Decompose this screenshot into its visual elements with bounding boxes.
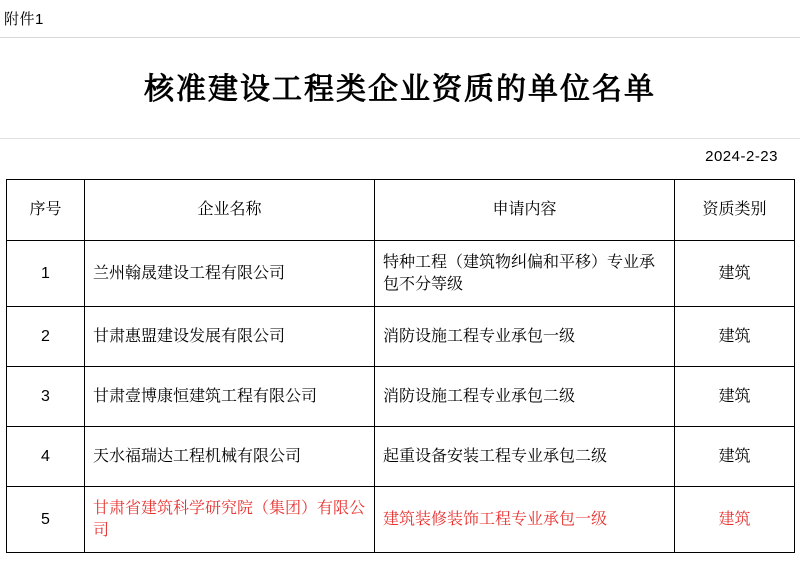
table-row [7,307,795,367]
cell-company-name: 甘肃省建筑科学研究院（集团）有限公司 [85,487,375,553]
header-divider [0,37,800,38]
cell-application-content: 消防设施工程专业承包一级 [375,307,675,367]
attachment-label: 附件1 [4,11,44,28]
cell-company-name: 天水福瑞达工程机械有限公司 [85,427,375,487]
table-row [7,487,795,553]
column-header-index: 序号 [7,180,85,241]
table-row [7,427,795,487]
cell-qualification-type: 建筑 [675,241,795,307]
table-header-row [7,180,795,241]
cell-index: 4 [7,427,85,487]
cell-index: 3 [7,367,85,427]
cell-qualification-type: 建筑 [675,367,795,427]
table-row [7,241,795,307]
cell-company-name: 兰州翰晟建设工程有限公司 [85,241,375,307]
document-date: 2024-2-23 [705,148,778,165]
cell-qualification-type: 建筑 [675,307,795,367]
cell-application-content: 起重设备安装工程专业承包二级 [375,427,675,487]
cell-qualification-type: 建筑 [675,487,795,553]
cell-company-name: 甘肃壹博康恒建筑工程有限公司 [85,367,375,427]
qualification-table [6,179,795,553]
column-header-application-content: 申请内容 [375,180,675,241]
cell-qualification-type: 建筑 [675,427,795,487]
column-header-qualification-type: 资质类别 [675,180,795,241]
table-container [0,179,800,553]
cell-index: 5 [7,487,85,553]
cell-company-name: 甘肃惠盟建设发展有限公司 [85,307,375,367]
column-header-company-name: 企业名称 [85,180,375,241]
cell-index: 1 [7,241,85,307]
page-title: 核准建设工程类企业资质的单位名单 [144,73,656,106]
cell-index: 2 [7,307,85,367]
cell-application-content: 消防设施工程专业承包二级 [375,367,675,427]
cell-application-content: 建筑装修装饰工程专业承包一级 [375,487,675,553]
table-row [7,367,795,427]
cell-application-content: 特种工程（建筑物纠偏和平移）专业承包不分等级 [375,241,675,307]
